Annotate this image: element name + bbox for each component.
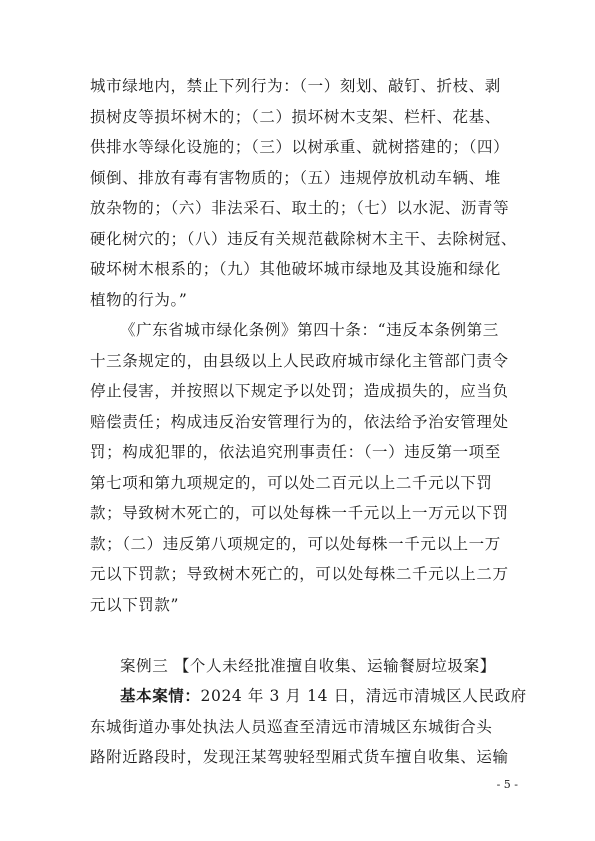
case-text-line: 路附近路段时，发现汪某驾驶轻型厢式货车擅自收集、运输 (90, 748, 509, 766)
paragraph-2-line: 元以下罚款；导致树木死亡的，可以处每株二千元以上二万 (90, 565, 509, 583)
paragraph-2-line: 第七项和第九项规定的，可以处二百元以上二千元以下罚 (90, 474, 493, 492)
paragraph-1-line: 城市绿地内，禁止下列行为：（一）刻划、敲钉、折枝、剥 (90, 77, 501, 95)
paragraph-1-line: 供排水等绿化设施的；（三）以树承重、就树搭建的；（四） (90, 138, 510, 156)
basic-facts-label: 基本案情： (120, 687, 201, 705)
paragraph-2-line: 款；导致树木死亡的，可以处每株一千元以上一万元以下罚 (90, 504, 509, 522)
case-text: 2024 年 3 月 14 日，清远市清城区人民政府 (200, 687, 527, 705)
paragraph-2-line: 款；（二）违反第八项规定的，可以处每株一千元以上一万 (90, 535, 501, 553)
paragraph-2-line: 《广东省城市绿化条例》第四十条：“违反本条例第三 (120, 321, 499, 339)
case-heading: 案例三 【个人未经批准擅自收集、运输餐厨垃圾案】 (120, 657, 496, 675)
paragraph-2-line: 元以下罚款” (90, 596, 180, 614)
case-basic-facts-line (120, 686, 527, 706)
paragraph-2-line: 停止侵害，并按照以下规定予以处罚；造成损失的，应当负 (90, 382, 509, 400)
paragraph-2-line: 罚；构成犯罪的，依法追究刑事责任：（一）违反第一项至 (90, 443, 501, 461)
paragraph-1-line: 倾倒、排放有毒有害物质的；（五）违规停放机动车辆、堆 (90, 169, 501, 187)
case-text-line: 东城街道办事处执法人员巡查至清远市清城区东城街合头 (90, 718, 493, 736)
paragraph-1-line: 损树皮等损坏树木的；（二）损坏树木支架、栏杆、花基、 (90, 108, 501, 126)
paragraph-1-line: 植物的行为。” (90, 291, 188, 309)
paragraph-1-line: 硬化树穴的；（八）违反有关规范截除树木主干、去除树冠、 (90, 230, 517, 248)
paragraph-2-line: 十三条规定的，由县级以上人民政府城市绿化主管部门责令 (90, 352, 509, 370)
page-number: - 5 - (496, 778, 518, 791)
paragraph-2-line: 赔偿责任；构成违反治安管理行为的，依法给予治安管理处 (90, 413, 509, 431)
paragraph-1-line: 放杂物的；（六）非法采石、取土的；（七）以水泥、沥青等 (90, 199, 510, 217)
paragraph-1-line: 破坏树木根系的；（九）其他破坏城市绿地及其设施和绿化 (90, 260, 501, 278)
